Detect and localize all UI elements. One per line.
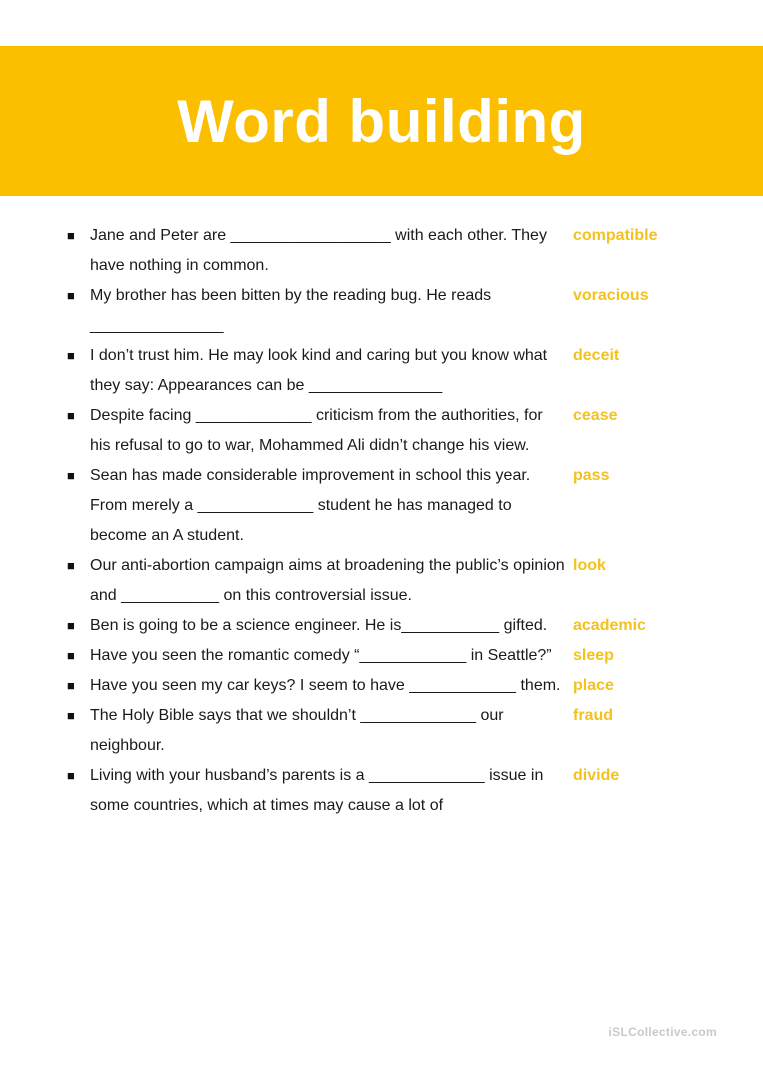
exercise-sentence: The Holy Bible says that we shouldn’t _____________ our neighbour.: [90, 707, 509, 754]
bullet-icon: ■: [67, 558, 75, 573]
base-word: sleep: [573, 647, 614, 664]
title-banner: [0, 46, 763, 196]
base-word: voracious: [573, 287, 649, 304]
exercise-sentence: Have you seen my car keys? I seem to have ____________ them.: [90, 677, 561, 694]
base-word: academic: [573, 617, 646, 634]
list-item: [0, 401, 763, 461]
watermark: iSLCollective.com: [608, 1025, 717, 1039]
exercise-sentence: Despite facing _____________ criticism from the authorities, for his refusal to go to war, Mohammed Ali didn’t change his view.: [90, 407, 548, 454]
base-word: look: [573, 557, 606, 574]
bullet-icon: ■: [67, 708, 75, 723]
list-item: [0, 221, 763, 281]
exercise-sentence: Ben is going to be a science engineer. He is___________ gifted.: [90, 617, 548, 634]
base-word: pass: [573, 467, 610, 484]
base-word: divide: [573, 767, 620, 784]
bullet-icon: ■: [67, 678, 75, 693]
exercise-list: [0, 221, 763, 821]
list-item: [0, 761, 763, 821]
base-word: cease: [573, 407, 618, 424]
exercise-sentence: Our anti-abortion campaign aims at broadening the public’s opinion and ___________ on this controversial issue.: [90, 557, 570, 604]
list-item: [0, 461, 763, 551]
bullet-icon: ■: [67, 648, 75, 663]
base-word: fraud: [573, 707, 613, 724]
exercise-sentence: Living with your husband’s parents is a _____________ issue in some countries, which at times may cause a lot of: [90, 767, 548, 814]
base-word: deceit: [573, 347, 620, 364]
list-item: [0, 281, 763, 341]
exercise-sentence: Sean has made considerable improvement in school this year. From merely a _____________ student he has managed to become an A student.: [90, 467, 535, 544]
list-item: [0, 341, 763, 401]
list-item: [0, 551, 763, 611]
exercise-sentence: Have you seen the romantic comedy “____________ in Seattle?”: [90, 647, 552, 664]
exercise-sentence: I don’t trust him. He may look kind and caring but you know what they say: Appearances can be _______________: [90, 347, 552, 394]
list-item: [0, 671, 763, 701]
bullet-icon: ■: [67, 228, 75, 243]
list-item: [0, 701, 763, 761]
bullet-icon: ■: [67, 408, 75, 423]
bullet-icon: ■: [67, 618, 75, 633]
page-title: Word building: [177, 88, 586, 155]
exercise-sentence: Jane and Peter are __________________ with each other. They have nothing in common.: [90, 227, 552, 274]
base-word: place: [573, 677, 614, 694]
bullet-icon: ■: [67, 288, 75, 303]
list-item: [0, 641, 763, 671]
bullet-icon: ■: [67, 468, 75, 483]
base-word: compatible: [573, 227, 658, 244]
bullet-icon: ■: [67, 768, 75, 783]
bullet-icon: ■: [67, 348, 75, 363]
list-item: [0, 611, 763, 641]
exercise-sentence: My brother has been bitten by the reading bug. He reads _______________: [90, 287, 496, 334]
